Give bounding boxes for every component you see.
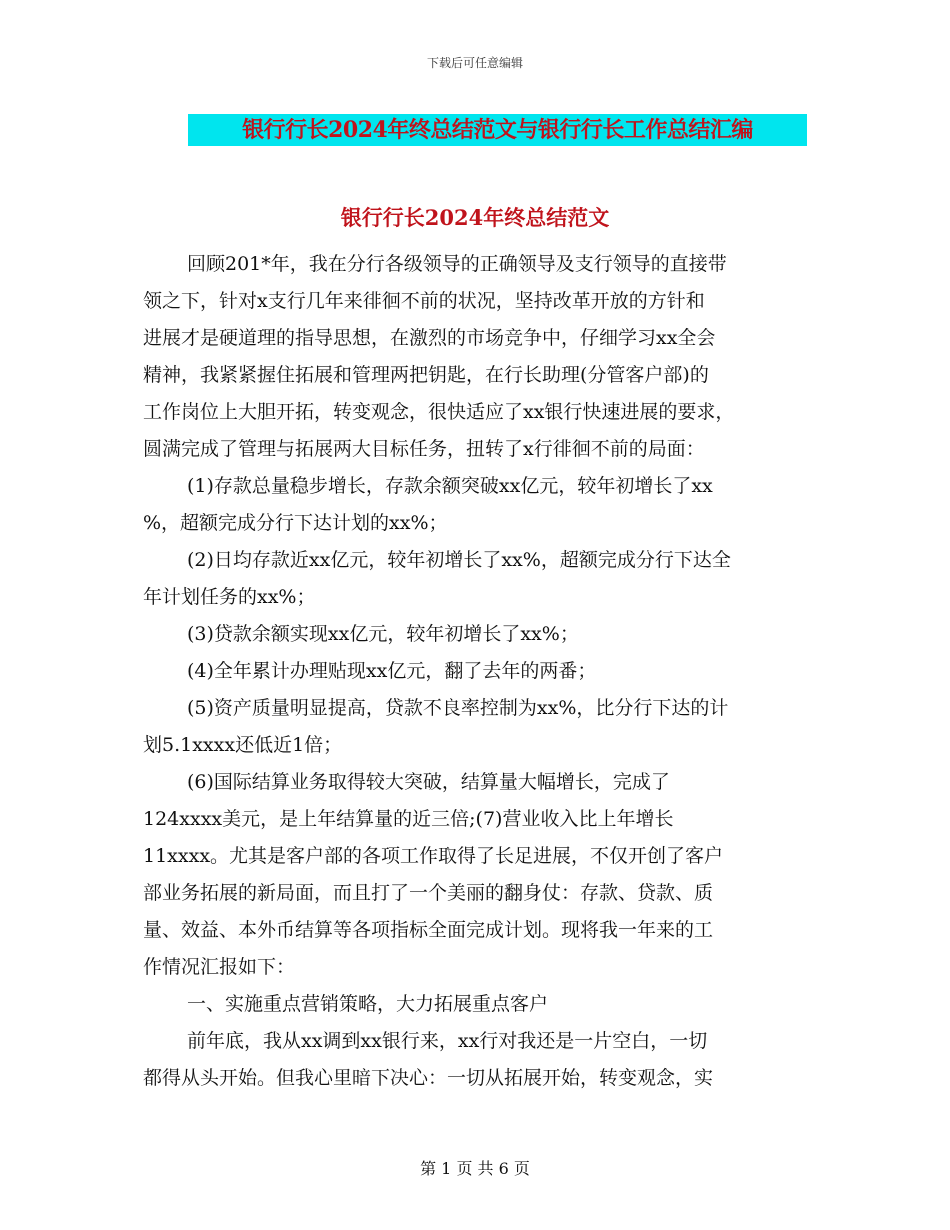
body-line: 圆满完成了管理与拓展两大目标任务，扭转了x行徘徊不前的局面： <box>143 438 705 460</box>
body-line: 领之下，针对x支行几年来徘徊不前的状况，坚持改革开放的方针和 <box>143 290 705 312</box>
body-line: (6)国际结算业务取得较大突破，结算量大幅增长，完成了 <box>187 771 670 793</box>
body-line: 作情况汇报如下： <box>143 956 296 978</box>
body-line: 工作岗位上大胆开拓，转变观念，很快适应了xx银行快速进展的要求， <box>143 401 735 423</box>
body-line: (5)资产质量明显提高，贷款不良率控制为xx%，比分行下达的计 <box>187 697 729 719</box>
document-body <box>143 251 843 1102</box>
page-footer: 第 1 页 共 6 页 <box>420 1159 530 1178</box>
body-line: 量、效益、本外币结算等各项指标全面完成计划。现将我一年来的工 <box>143 919 714 941</box>
body-line: (4)全年累计办理贴现xx亿元，翻了去年的两番； <box>187 660 597 682</box>
body-line: 124xxxx美元，是上年结算量的近三倍;(7)营业收入比上年增长 <box>143 808 674 830</box>
body-line: 部业务拓展的新局面，而且打了一个美丽的翻身仗：存款、贷款、质 <box>143 882 714 904</box>
body-line: 年计划任务的xx%； <box>143 586 316 608</box>
body-line: (1)存款总量稳步增长，存款余额突破xx亿元，较年初增长了xx <box>187 475 713 497</box>
body-line: (3)贷款余额实现xx亿元，较年初增长了xx%； <box>187 623 579 645</box>
header-note: 下载后可任意编辑 <box>426 56 523 70</box>
body-line: %，超额完成分行下达计划的xx%； <box>143 512 448 534</box>
body-line: 进展才是硬道理的指导思想，在激烈的市场竞争中，仔细学习xx全会 <box>143 327 716 349</box>
body-line: 一、实施重点营销策略，大力拓展重点客户 <box>187 993 549 1015</box>
body-line: (2)日均存款近xx亿元，较年初增长了xx%，超额完成分行下达全 <box>187 549 731 571</box>
body-line: 划5.1xxxx还低近1倍； <box>143 734 343 756</box>
body-line: 都得从头开始。但我心里暗下决心：一切从拓展开始，转变观念，实 <box>143 1067 714 1089</box>
body-line: 回顾201*年，我在分行各级领导的正确领导及支行领导的直接带 <box>187 253 727 275</box>
body-line: 前年底，我从xx调到xx银行来，xx行对我还是一片空白，一切 <box>187 1030 708 1052</box>
section-title: 银行行长2024年终总结范文 <box>340 205 610 230</box>
body-line: 精神，我紧紧握住拓展和管理两把钥匙，在行长助理(分管客户部)的 <box>143 364 709 386</box>
body-line: 11xxxx。尤其是客户部的各项工作取得了长足进展，不仅开创了客户 <box>143 845 724 867</box>
document-title: 银行行长2024年终总结范文与银行行长工作总结汇编 <box>188 114 807 146</box>
